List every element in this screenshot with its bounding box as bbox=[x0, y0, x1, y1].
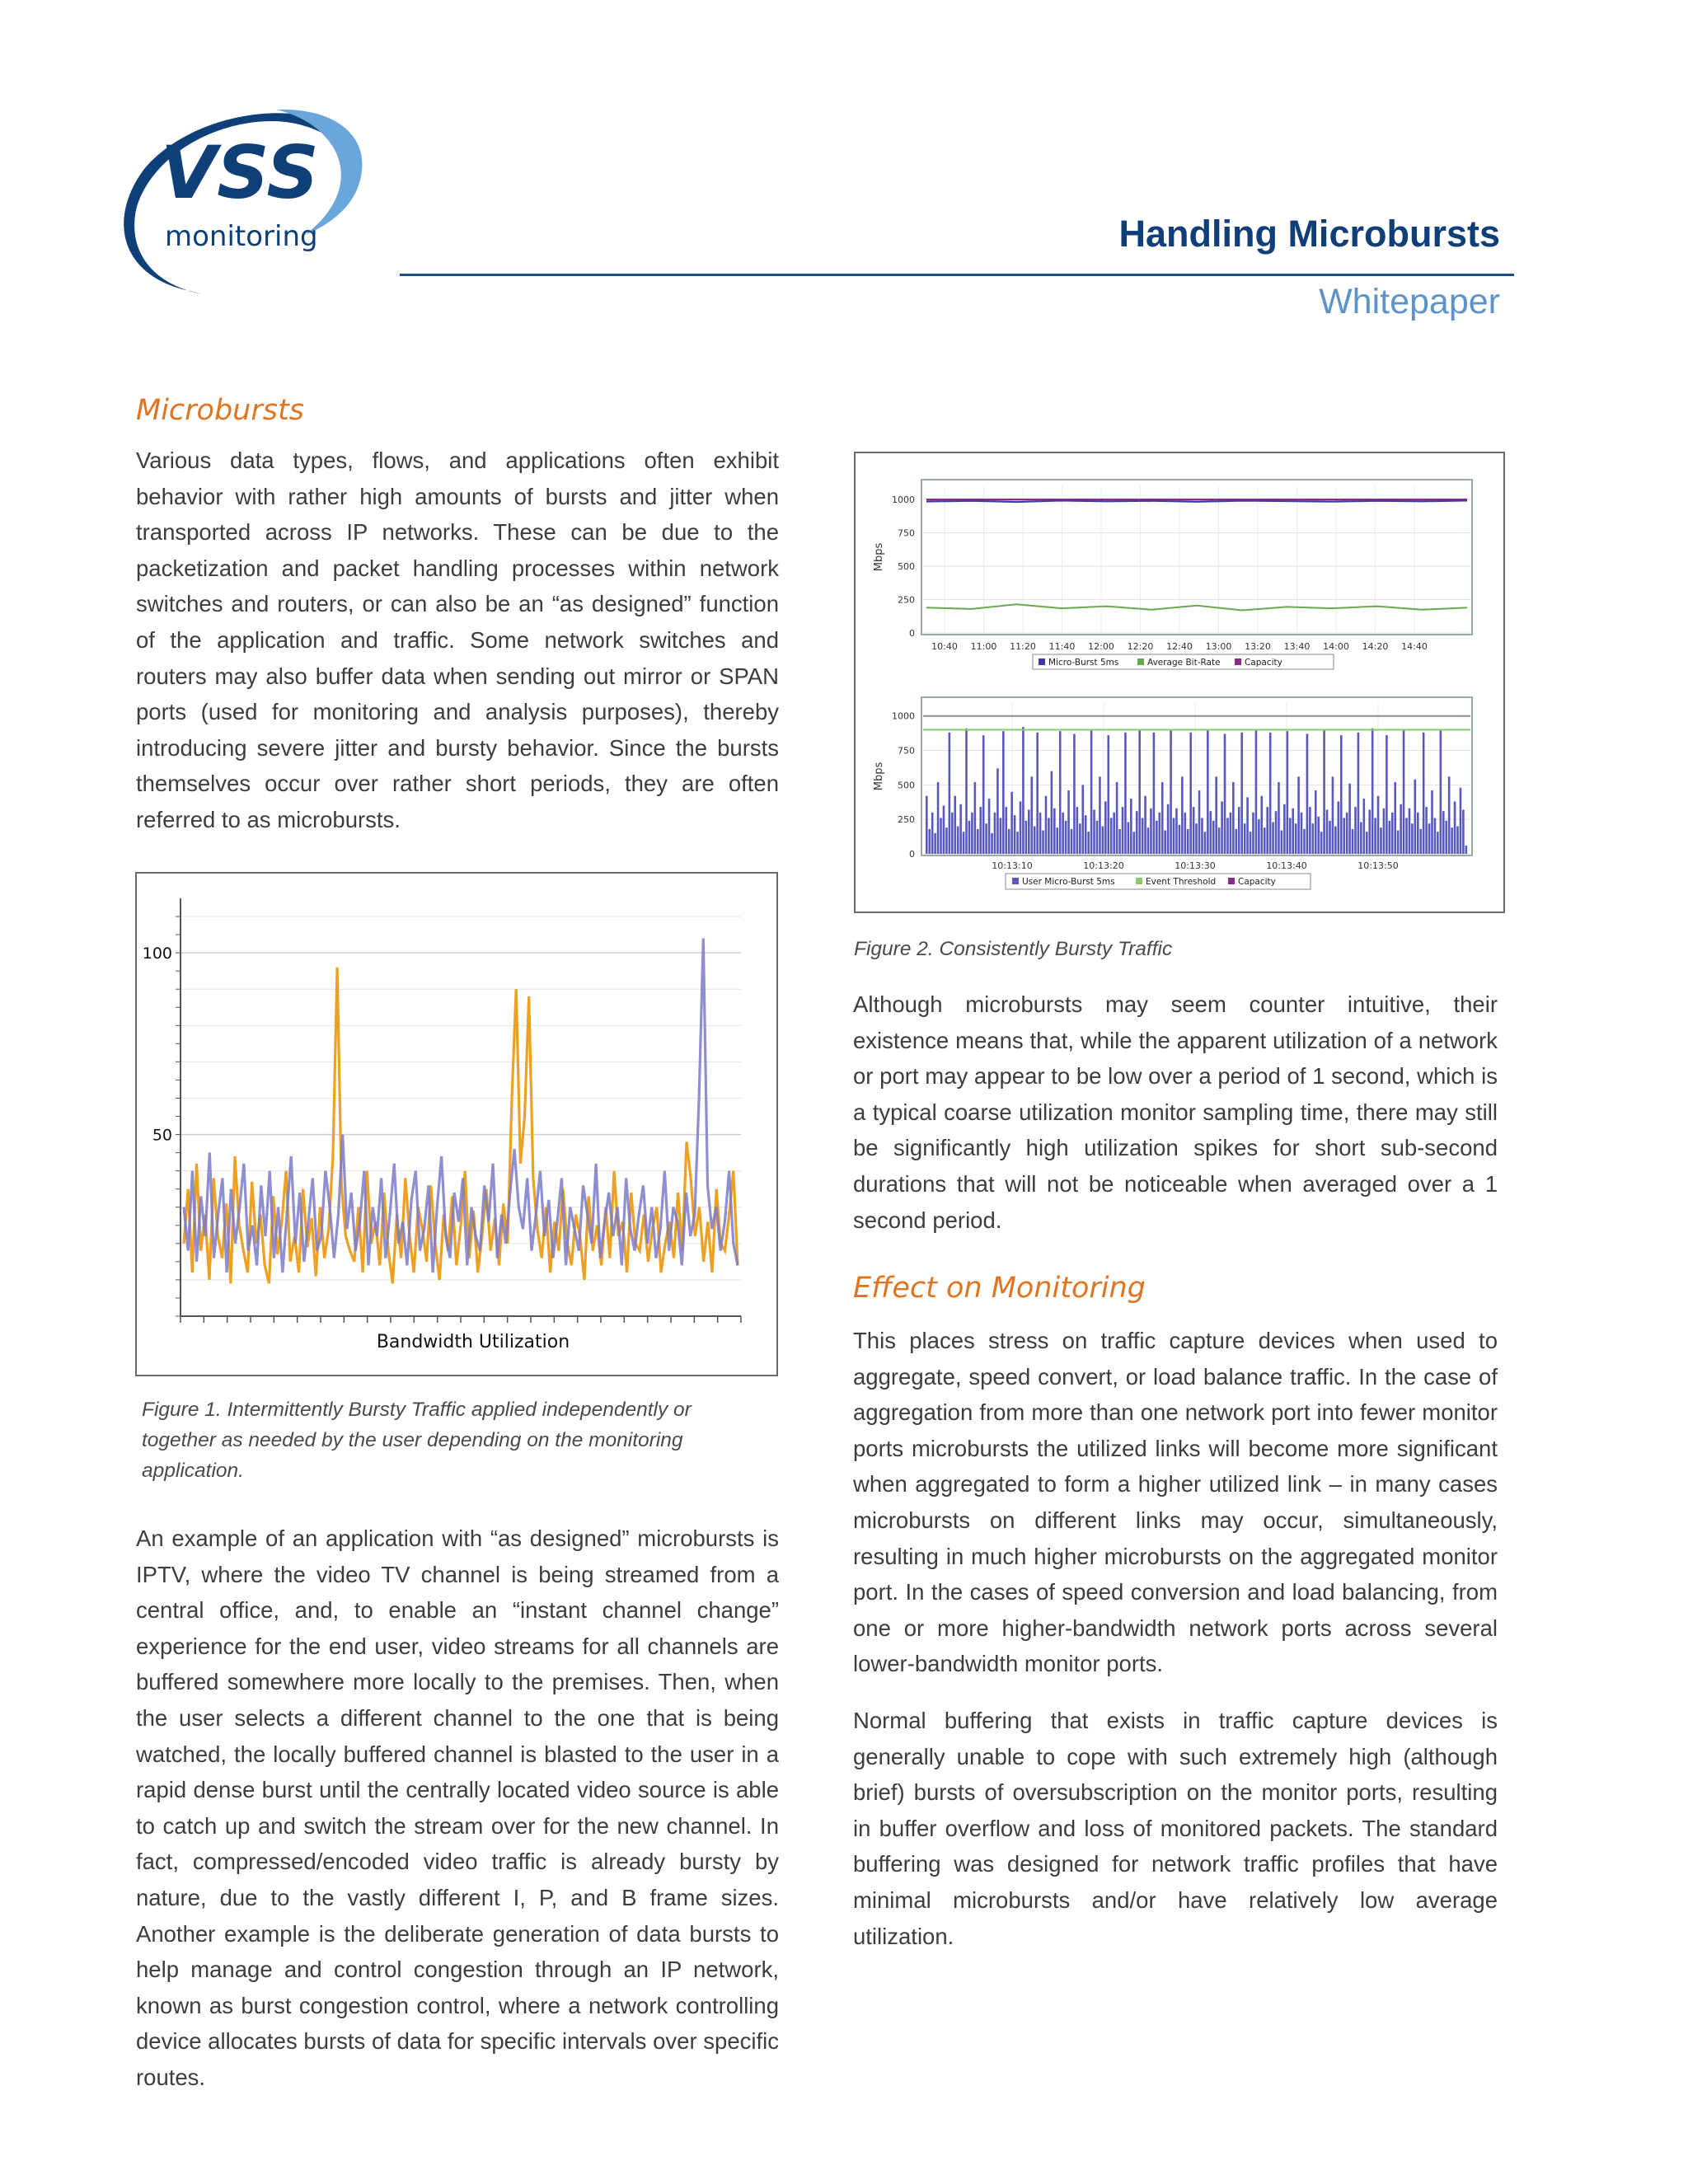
fig2-bottom-bar bbox=[1059, 731, 1062, 854]
fig2-bottom-bar bbox=[1071, 829, 1073, 854]
header-divider bbox=[400, 274, 1514, 276]
fig2-bottom-legend-label: User Micro-Burst 5ms bbox=[1022, 877, 1115, 887]
fig2-top-ytick-label: 500 bbox=[898, 561, 915, 573]
fig2-bottom-bar bbox=[1028, 809, 1030, 854]
fig2-bottom-bar bbox=[1405, 818, 1408, 854]
fig2-bottom-bar bbox=[963, 832, 965, 854]
fig2-bottom-bar bbox=[1389, 821, 1391, 854]
fig2-bottom-bar bbox=[1181, 776, 1184, 854]
fig2-top-ylabel: Mbps bbox=[873, 542, 885, 572]
fig2-bottom-bar bbox=[1232, 782, 1235, 854]
fig2-bottom-bar bbox=[1460, 788, 1462, 854]
fig2-bottom-bar bbox=[1255, 729, 1258, 854]
fig2-top-ytick-label: 1000 bbox=[892, 494, 915, 506]
fig2-bottom-bar bbox=[1118, 829, 1121, 854]
fig2-top-xtick-label: 12:40 bbox=[1166, 641, 1193, 652]
fig2-bottom-bar bbox=[1193, 807, 1195, 854]
fig2-bottom-bar bbox=[1167, 804, 1170, 854]
fig2-bottom-bar bbox=[1022, 727, 1025, 854]
fig2-bottom-bar bbox=[1048, 818, 1050, 854]
fig2-top-legend bbox=[1033, 654, 1334, 669]
bandwidth-utilization-chart bbox=[137, 874, 776, 1375]
fig2-bottom-bar bbox=[1272, 823, 1274, 854]
fig2-bottom-bar bbox=[1085, 815, 1087, 854]
fig2-bottom-legend-swatch bbox=[1136, 878, 1142, 884]
fig2-bottom-bar bbox=[1317, 817, 1320, 854]
fig2-top-legend-swatch bbox=[1137, 658, 1144, 665]
fig2-bottom-bar bbox=[1323, 729, 1325, 854]
fig2-bottom-bar bbox=[1428, 823, 1431, 854]
fig2-bottom-bar bbox=[1175, 808, 1178, 854]
fig2-bottom-bar bbox=[1142, 818, 1144, 854]
fig2-bottom-bar bbox=[1079, 823, 1081, 854]
fig2-bottom-bar bbox=[1348, 784, 1351, 854]
fig2-bottom-bar bbox=[1136, 811, 1138, 854]
fig2-bottom-legend-label: Capacity bbox=[1238, 877, 1276, 887]
fig2-bottom-bar bbox=[1184, 813, 1187, 854]
fig2-bottom-bar bbox=[1462, 809, 1465, 854]
fig2-bottom-bar bbox=[979, 807, 982, 854]
fig2-bottom-bar bbox=[937, 782, 940, 854]
fig2-bottom-bar bbox=[1116, 782, 1118, 854]
fig2-bottom-bar bbox=[1056, 827, 1058, 854]
fig2-bottom-bar bbox=[1403, 729, 1405, 854]
fig2-bottom-bar bbox=[971, 813, 973, 854]
fig2-top-xtick-label: 11:40 bbox=[1048, 641, 1076, 652]
fig2-bottom-bar bbox=[1102, 827, 1104, 854]
fig2-bottom-bar bbox=[1434, 818, 1437, 854]
fig2-bottom-bar bbox=[1451, 827, 1453, 854]
fig1-ytick-label: 100 bbox=[142, 944, 172, 963]
fig2-bottom-bar bbox=[1164, 831, 1166, 854]
fig2-bottom-bar bbox=[1394, 782, 1396, 854]
vss-monitoring-logo bbox=[111, 103, 375, 305]
fig2-bottom-bar bbox=[1144, 796, 1146, 854]
fig2-bottom-bar bbox=[1244, 823, 1246, 854]
fig2-bottom-bar bbox=[1303, 829, 1306, 854]
fig2-bottom-bar bbox=[1170, 729, 1172, 854]
fig2-bottom-bar bbox=[940, 818, 942, 854]
fig2-bottom-bar bbox=[1030, 776, 1033, 854]
fig2-bottom-bar bbox=[1306, 733, 1309, 854]
fig2-bottom-bar bbox=[1363, 799, 1366, 854]
fig2-bottom-bar bbox=[1295, 823, 1297, 854]
fig2-bottom-bar bbox=[1417, 813, 1419, 854]
fig2-bottom-xtick-label: 10:13:50 bbox=[1357, 860, 1399, 871]
fig2-bottom-bar bbox=[1269, 733, 1272, 854]
fig2-bottom-bar bbox=[1195, 823, 1198, 854]
fig2-bottom-bar bbox=[1161, 782, 1164, 854]
fig2-bottom-bar bbox=[1008, 829, 1010, 854]
fig2-bottom-legend-swatch bbox=[1228, 878, 1235, 884]
fig2-top-xtick-label: 12:00 bbox=[1088, 641, 1114, 652]
fig2-bottom-bar bbox=[1397, 831, 1400, 854]
fig2-bottom-bar bbox=[1179, 825, 1181, 854]
fig2-bottom-bar bbox=[1343, 818, 1345, 854]
fig2-bottom-bar bbox=[982, 735, 985, 854]
fig2-bottom-bar bbox=[1357, 733, 1360, 854]
fig2-bottom-bar bbox=[1053, 808, 1056, 854]
fig2-bottom-bar bbox=[934, 833, 936, 854]
fig2-top-legend-swatch bbox=[1235, 658, 1241, 665]
fig2-bottom-legend-swatch bbox=[1012, 878, 1019, 884]
fig2-bottom-bar bbox=[1414, 780, 1417, 854]
fig2-bottom-bar bbox=[1275, 811, 1278, 854]
fig2-bottom-ytick-label: 750 bbox=[898, 745, 915, 757]
fig2-top-legend-label: Capacity bbox=[1245, 658, 1282, 668]
fig2-bottom-bar bbox=[996, 768, 999, 854]
fig2-bottom-xtick-label: 10:13:30 bbox=[1175, 860, 1216, 871]
fig2-bottom-bar bbox=[1204, 832, 1207, 854]
fig2-bottom-bar bbox=[1354, 807, 1357, 854]
fig2-bottom-bar bbox=[977, 829, 979, 854]
fig2-bottom-bar bbox=[1045, 796, 1048, 854]
fig2-bottom-ytick-label: 500 bbox=[898, 780, 915, 791]
fig2-bottom-bar bbox=[1076, 807, 1079, 854]
fig2-bottom-bar bbox=[1261, 796, 1264, 854]
fig2-bottom-bar bbox=[959, 804, 962, 854]
fig2-top-ytick-label: 750 bbox=[898, 527, 915, 539]
fig2-bottom-bar bbox=[1360, 823, 1362, 854]
fig2-bottom-bar bbox=[1010, 792, 1013, 854]
fig2-bottom-bar bbox=[1173, 818, 1175, 854]
paragraph-effect-1: This places stress on traffic capture devices when used to aggregate, speed convert, or load balance traffic. In the case of aggregation from more than one network port into fewer monitor ports microbursts the utilized links will become more significant when aggregated to form a higher utilized link – in many cases microbursts on different links may occur, simultaneously, resulting in much higher microbursts on the aggregated monitor port. In the cases of speed conversion and load balancing, from one or more higher-bandwidth network ports across several lower-bandwidth monitor ports. bbox=[853, 1328, 1498, 1677]
fig2-bottom-bar bbox=[1087, 832, 1090, 854]
fig2-bottom-bar bbox=[1326, 809, 1329, 854]
fig2-bottom-bar bbox=[1189, 733, 1192, 854]
fig2-bottom-bar bbox=[1221, 801, 1223, 854]
fig2-top-xtick-label: 13:20 bbox=[1245, 641, 1271, 652]
fig2-bottom-bar bbox=[1289, 818, 1292, 854]
fig2-bottom-bar bbox=[1448, 776, 1451, 854]
fig2-bottom-ytick-label: 0 bbox=[909, 849, 915, 860]
fig2-top-ytick-label: 0 bbox=[909, 628, 915, 639]
fig2-bottom-bar bbox=[991, 833, 993, 854]
fig2-top-legend-label: Average Bit-Rate bbox=[1147, 658, 1221, 668]
fig2-bottom-bar bbox=[931, 813, 934, 854]
fig2-top-xtick-label: 10:40 bbox=[931, 641, 958, 652]
fig2-bottom-bar bbox=[1454, 801, 1456, 854]
fig2-bottom-bar bbox=[1042, 831, 1044, 854]
fig2-bottom-bar bbox=[1400, 804, 1402, 854]
fig2-bottom-bar bbox=[1368, 809, 1371, 854]
fig2-bottom-legend bbox=[1006, 874, 1311, 889]
fig2-bottom-bar bbox=[1437, 832, 1439, 854]
fig2-bottom-bar bbox=[1312, 823, 1315, 854]
fig2-bottom-bar bbox=[1366, 832, 1368, 854]
fig2-bottom-bar bbox=[965, 729, 968, 854]
fig2-bottom-xtick-label: 10:13:20 bbox=[1083, 860, 1124, 871]
fig2-bottom-bar bbox=[1096, 821, 1099, 854]
fig2-bottom-bar bbox=[1124, 733, 1127, 854]
fig2-bottom-bar bbox=[1016, 832, 1019, 854]
fig2-bottom-bar bbox=[1442, 811, 1445, 854]
figure-1-chart bbox=[135, 872, 778, 1376]
fig2-top-xtick-label: 12:20 bbox=[1127, 641, 1154, 652]
fig2-bottom-bar bbox=[1230, 813, 1232, 854]
fig2-top-legend-label: Micro-Burst 5ms bbox=[1048, 658, 1119, 668]
fig2-top-xtick-label: 14:00 bbox=[1323, 641, 1349, 652]
fig2-bottom-bar bbox=[1334, 827, 1337, 854]
fig2-bottom-ytick-label: 250 bbox=[898, 814, 915, 826]
fig2-bottom-bar bbox=[1250, 832, 1252, 854]
fig2-bottom-bar bbox=[945, 827, 948, 854]
fig2-bottom-bar bbox=[1264, 827, 1266, 854]
fig2-bottom-bar bbox=[928, 829, 931, 854]
fig2-bottom-bar bbox=[1431, 790, 1433, 854]
paragraph-counter-intuitive: Although microbursts may seem counter intuitive, their existence means that, while the apparent utilization of a network or port may appear to be low over a period of 1 second, which is a typical coarse utilization monitor sampling time, there may still be significantly high utilization spikes for short sub-second durations that will not be noticeable when averaged over a 1 second period. bbox=[853, 991, 1498, 1233]
fig2-bottom-bar bbox=[949, 733, 951, 854]
fig1-x-label: Bandwidth Utilization bbox=[376, 1332, 570, 1352]
fig2-bottom-bar bbox=[1034, 827, 1036, 854]
fig2-bottom-bar bbox=[1212, 821, 1215, 854]
fig2-top-xtick-label: 11:00 bbox=[970, 641, 997, 652]
fig2-bottom-bar bbox=[1099, 776, 1101, 854]
fig2-bottom-bar bbox=[968, 821, 971, 854]
fig2-bottom-bar bbox=[1425, 807, 1428, 854]
fig2-bottom-bar bbox=[1409, 808, 1411, 854]
fig2-bottom-bar bbox=[1297, 776, 1300, 854]
paragraph-iptv: An example of an application with “as designed” microbursts is IPTV, where the video TV channel is being streamed from a central office, and, to enable an “instant channel change” experience for the end user, video streams for all channels are buffered somewhere more locally to the premises. Then, when the user selects a different channel to the one that is being watched, the locally buffered channel is blasted to the user in a rapid dense burst until the centrally located video source is able to catch up and switch the stream over for the new channel. In fact, compressed/encoded video traffic is already bursty by nature, due to the vastly different I, P, and B frame sizes. Another example is the deliberate generation of data bursts to help manage and control congestion through an IP network, known as burst congestion control, where a network controlling device allocates bursts of data for specific intervals over specific routes. bbox=[136, 1526, 779, 2090]
fig2-bottom-bar bbox=[1258, 819, 1260, 854]
fig2-bottom-bar bbox=[1138, 729, 1141, 854]
fig2-bottom-bar bbox=[1315, 790, 1317, 854]
fig2-bottom-bar bbox=[1329, 821, 1331, 854]
fig2-top-ytick-label: 250 bbox=[898, 594, 915, 606]
page-title: Handling Microbursts bbox=[1118, 213, 1500, 255]
fig2-bottom-bar bbox=[957, 827, 959, 854]
fig2-top-xtick-label: 14:20 bbox=[1362, 641, 1389, 652]
figure-1-caption: Figure 1. Intermittently Bursty Traffic applied independently or together as needed by the user depending on the monitoring application. bbox=[142, 1399, 692, 1482]
fig2-bottom-bar bbox=[1419, 829, 1422, 854]
fig2-bottom-bar bbox=[1210, 811, 1212, 854]
fig2-bottom-bar bbox=[1224, 733, 1226, 854]
fig2-bottom-bar bbox=[1465, 846, 1468, 854]
fig2-bottom-bar bbox=[1065, 821, 1067, 854]
fig2-bottom-bar bbox=[1372, 729, 1374, 854]
fig2-bottom-bar bbox=[1081, 785, 1084, 854]
fig2-bottom-bar bbox=[1292, 808, 1294, 854]
fig2-bottom-bar bbox=[954, 796, 956, 854]
paragraph-effect-2: Normal buffering that exists in traffic capture devices is generally unable to cope with such extremely high (although brief) bursts of oversubscription on the monitor ports, resulting in buffer overflow and loss of monitored packets. The standard buffering was designed for network traffic profiles that have minimal microbursts and/or have relatively low average utilization. bbox=[853, 1708, 1498, 1949]
fig2-top-xtick-label: 13:40 bbox=[1283, 641, 1311, 652]
fig2-bottom-bar bbox=[1107, 735, 1109, 854]
fig2-bottom-bar bbox=[1226, 818, 1229, 854]
fig2-bottom-bar bbox=[985, 823, 987, 854]
fig2-bottom-bar bbox=[1113, 813, 1115, 854]
fig2-bottom-bar bbox=[1207, 729, 1209, 854]
fig2-bottom-bar bbox=[1301, 813, 1303, 854]
fig2-bottom-ytick-label: 1000 bbox=[892, 710, 915, 722]
fig2-bottom-bar bbox=[1411, 823, 1414, 854]
fig2-bottom-bar bbox=[1252, 813, 1254, 854]
fig2-bottom-xtick-label: 10:13:40 bbox=[1266, 860, 1307, 871]
fig2-bottom-bar bbox=[1332, 776, 1334, 854]
fig2-bottom-bar bbox=[1383, 808, 1386, 854]
fig2-bottom-bar bbox=[1187, 829, 1189, 854]
paragraph-microbursts: Various data types, flows, and applications often exhibit behavior with rather high amounts of bursts and jitter when transported across IP networks. These can be due to the packetization and packet handling processes within network switches and routers, or can also be an “as designed” function of the application and traffic. Some network switches and routers may also buffer data when sending out mirror or SPAN ports (used for monitoring and analysis purposes), thereby introducing severe jitter and bursty behavior. Since the bursts themselves occur over rather short periods, they are often referred to as microbursts. bbox=[136, 448, 779, 832]
fig2-top-xtick-label: 14:40 bbox=[1401, 641, 1428, 652]
fig2-bottom-bar bbox=[1340, 735, 1343, 854]
fig2-bottom-bar bbox=[1073, 733, 1076, 854]
fig2-bottom-bar bbox=[1051, 771, 1053, 854]
fig2-bottom-bar bbox=[1156, 821, 1158, 854]
figure-2-caption: Figure 2. Consistently Bursty Traffic bbox=[854, 938, 1173, 960]
fig2-bottom-bar bbox=[1201, 818, 1203, 854]
section-heading-effect-on-monitoring: Effect on Monitoring bbox=[853, 1272, 1146, 1305]
fig2-bottom-bar bbox=[988, 799, 991, 854]
fig2-bottom-bar bbox=[1215, 776, 1217, 854]
fig2-bottom-bar bbox=[1036, 733, 1039, 854]
fig2-bottom-bar bbox=[1352, 829, 1354, 854]
logo-wordmark: VSS bbox=[161, 130, 319, 215]
fig2-bottom-bar bbox=[1246, 797, 1249, 854]
fig2-bottom-bar bbox=[1218, 827, 1221, 854]
fig2-bottom-bar bbox=[1278, 782, 1280, 854]
fig2-bottom-bar bbox=[943, 805, 945, 854]
page-subtitle: Whitepaper bbox=[1319, 282, 1500, 321]
fig2-bottom-bar bbox=[1025, 821, 1028, 854]
fig2-bottom-bar bbox=[1132, 832, 1135, 854]
fig2-bottom-bar bbox=[1020, 801, 1022, 854]
fig2-bottom-bar bbox=[1122, 807, 1124, 854]
fig2-bottom-bar bbox=[1281, 831, 1283, 854]
fig2-bottom-bar bbox=[1000, 818, 1002, 854]
fig2-bottom-bar bbox=[1153, 733, 1156, 854]
fig2-top-xtick-label: 13:00 bbox=[1205, 641, 1232, 652]
fig2-bottom-bar bbox=[1320, 832, 1323, 854]
fig2-bottom-bar bbox=[1346, 813, 1348, 854]
fig2-bottom-bar bbox=[926, 796, 928, 854]
fig2-bottom-bar bbox=[1158, 813, 1160, 854]
fig2-bottom-bar bbox=[1198, 790, 1201, 854]
fig2-bottom-bar bbox=[1423, 733, 1425, 854]
fig2-bottom-bar bbox=[1240, 733, 1243, 854]
figure-2-chart bbox=[854, 452, 1505, 913]
fig2-bottom-bar bbox=[1283, 804, 1286, 854]
consistently-bursty-traffic-chart bbox=[856, 453, 1503, 912]
fig2-top-plot-frame bbox=[921, 480, 1472, 635]
fig2-bottom-bar bbox=[974, 782, 977, 854]
fig2-bottom-bar bbox=[1104, 801, 1107, 854]
fig2-bottom-bar bbox=[1338, 801, 1340, 854]
fig2-bottom-bar bbox=[1287, 731, 1289, 854]
fig2-bottom-bar bbox=[1440, 729, 1442, 854]
fig1-ytick-label: 50 bbox=[152, 1126, 172, 1145]
fig2-bottom-bar bbox=[1374, 818, 1376, 854]
fig2-bottom-xtick-label: 10:13:10 bbox=[992, 860, 1033, 871]
fig2-bottom-bar bbox=[1130, 799, 1132, 854]
fig2-bottom-bar bbox=[1039, 813, 1042, 854]
logo-tagline: monitoring bbox=[165, 220, 318, 253]
fig2-bottom-bar bbox=[1014, 815, 1016, 854]
fig2-bottom-bar bbox=[1380, 827, 1382, 854]
fig2-bottom-bar bbox=[1386, 735, 1388, 854]
fig2-bottom-bar bbox=[1309, 807, 1311, 854]
fig2-bottom-bar bbox=[1090, 729, 1093, 854]
fig2-bottom-bar bbox=[1238, 807, 1240, 854]
fig2-bottom-bar bbox=[1110, 818, 1113, 854]
fig2-top-legend-swatch bbox=[1039, 658, 1045, 665]
fig2-bottom-bar bbox=[1150, 808, 1152, 854]
section-heading-microbursts: Microbursts bbox=[136, 394, 304, 427]
fig2-bottom-bar bbox=[994, 813, 996, 854]
fig2-bottom-bar bbox=[1391, 813, 1394, 854]
fig2-bottom-bar bbox=[1062, 813, 1064, 854]
fig2-bottom-bar bbox=[1067, 790, 1070, 854]
fig2-bottom-bar bbox=[951, 813, 954, 854]
fig2-top-xtick-label: 11:20 bbox=[1010, 641, 1036, 652]
fig2-bottom-bar bbox=[1445, 821, 1447, 854]
fig2-bottom-legend-label: Event Threshold bbox=[1146, 877, 1217, 887]
fig2-bottom-bar bbox=[1147, 827, 1150, 854]
fig2-bottom-bar bbox=[1128, 823, 1130, 854]
fig2-bottom-bar bbox=[1002, 731, 1005, 854]
fig2-bottom-bar bbox=[1236, 829, 1238, 854]
fig2-bottom-bar bbox=[1005, 807, 1007, 854]
fig2-bottom-bar bbox=[1266, 807, 1268, 854]
fig2-bottom-ylabel: Mbps bbox=[873, 762, 885, 791]
fig2-bottom-bar bbox=[1456, 827, 1459, 854]
fig2-bottom-bar bbox=[1377, 796, 1380, 854]
fig2-bottom-bar bbox=[1093, 809, 1095, 854]
